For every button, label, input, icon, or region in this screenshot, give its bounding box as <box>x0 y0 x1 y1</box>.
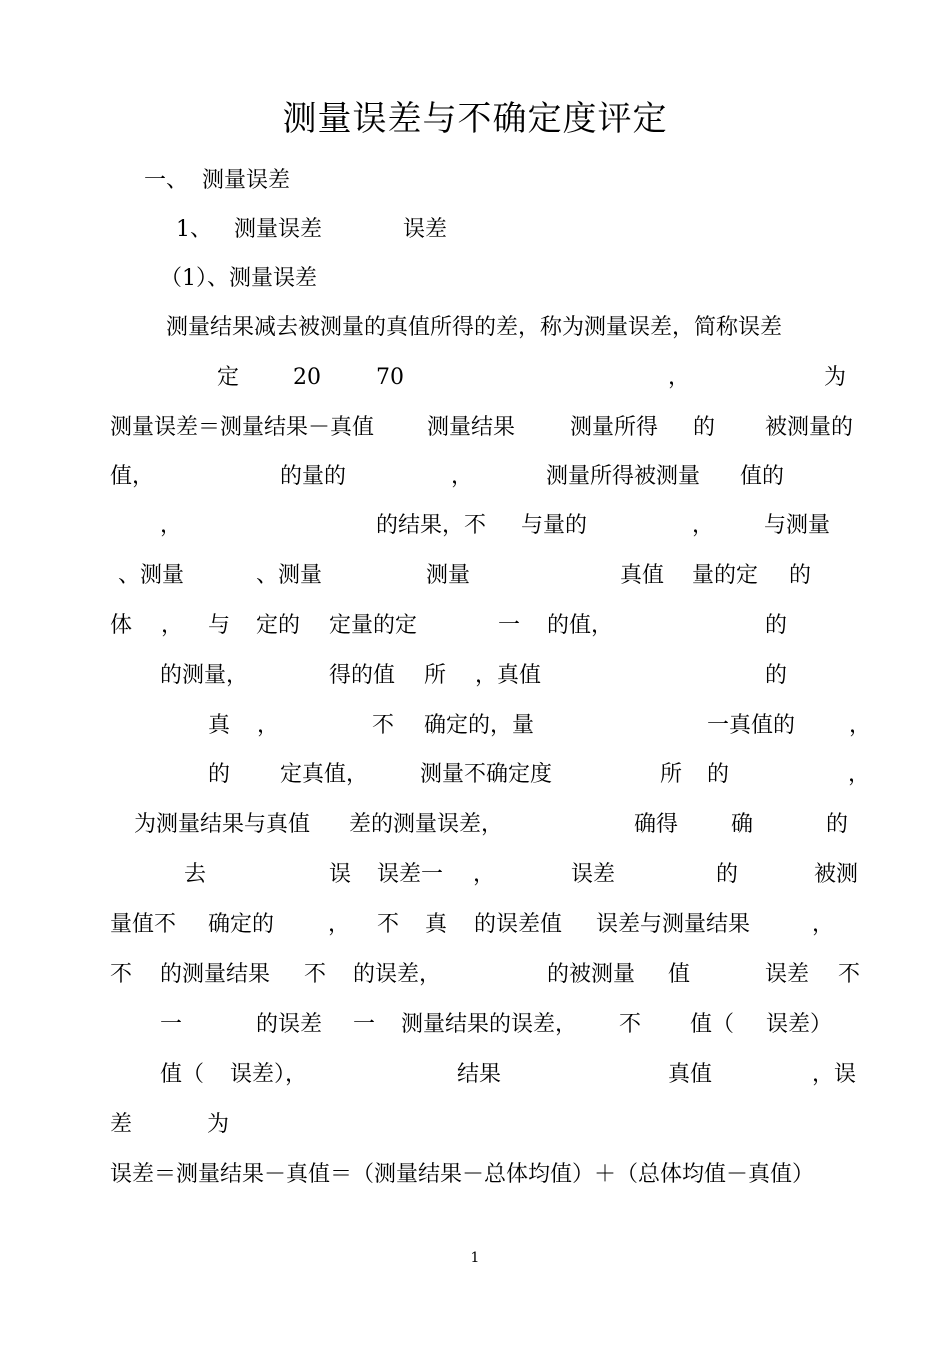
text-fragment: 差 <box>110 1112 133 1137</box>
text-fragment: 真 <box>208 713 231 738</box>
text-fragment: 的 <box>765 663 788 688</box>
text-fragment: 测量误差＝测量结果－真值 <box>110 415 375 440</box>
text-fragment: 测量误差 <box>202 168 291 193</box>
page-number: 1 <box>470 1250 480 1266</box>
text-fragment: ， <box>160 513 183 538</box>
text-line <box>0 310 950 346</box>
text-fragment: 一 <box>353 1012 376 1037</box>
text-fragment: 70 <box>376 365 404 390</box>
text-fragment: 为 <box>824 365 847 390</box>
text-fragment: ， <box>848 762 871 787</box>
text-fragment: 的 <box>789 563 812 588</box>
text-fragment: 不 <box>304 962 327 987</box>
text-fragment: 的量的 <box>280 464 347 489</box>
text-fragment: 的 <box>707 762 730 787</box>
text-fragment: 误差 <box>765 962 810 987</box>
text-line <box>0 957 950 993</box>
text-fragment: 1、 <box>176 217 212 242</box>
text-fragment: 量的定 <box>692 563 759 588</box>
text-line <box>0 1007 950 1043</box>
text-fragment: 一 <box>498 613 521 638</box>
text-fragment: 量值不 <box>110 912 177 937</box>
text-fragment: 真值 <box>620 563 665 588</box>
text-line <box>0 360 950 396</box>
text-fragment: 去 <box>184 862 207 887</box>
text-fragment: ， <box>812 912 835 937</box>
text-fragment: ， <box>451 464 474 489</box>
text-fragment: 为 <box>207 1112 230 1137</box>
text-fragment: 真 <box>425 912 448 937</box>
text-fragment: 测量所得被测量 <box>546 464 701 489</box>
text-line <box>0 459 950 495</box>
text-fragment: 误差 <box>403 217 448 242</box>
text-fragment: 误差）， <box>230 1062 308 1087</box>
text-fragment: ， <box>328 912 351 937</box>
text-fragment: 被测 <box>814 862 859 887</box>
text-fragment: 20 <box>293 365 321 390</box>
text-fragment: 的 <box>208 762 231 787</box>
text-fragment: 确 <box>731 812 754 837</box>
text-fragment: 测量结果减去被测量的真值所得的差，称为测量误差，简称误差 <box>166 315 783 340</box>
text-fragment: 不 <box>372 713 395 738</box>
text-line <box>0 163 950 199</box>
text-fragment: ， <box>473 862 496 887</box>
text-fragment: 的测量结果 <box>160 962 271 987</box>
text-fragment: ， <box>161 613 184 638</box>
text-fragment: ， <box>692 513 715 538</box>
text-fragment: 定真值， <box>280 762 369 787</box>
text-fragment: ， <box>257 713 280 738</box>
text-line <box>0 410 950 446</box>
text-fragment: 差的测量误差， <box>349 812 504 837</box>
text-line <box>0 1157 950 1193</box>
text-fragment: 值的 <box>740 464 785 489</box>
text-fragment: ，误 <box>812 1062 857 1087</box>
text-fragment: 的 <box>765 613 788 638</box>
text-fragment: 不 <box>838 962 861 987</box>
text-fragment: 一、 <box>144 168 189 193</box>
text-fragment: 所 <box>424 663 447 688</box>
text-fragment: 的 <box>716 862 739 887</box>
text-fragment: 误 <box>329 862 352 887</box>
text-fragment: 的误差 <box>256 1012 323 1037</box>
text-fragment: 的 <box>826 812 849 837</box>
text-fragment: ， <box>849 713 872 738</box>
text-fragment: 一真值的 <box>707 713 796 738</box>
text-fragment: ， <box>668 365 691 390</box>
text-fragment: 确得 <box>634 812 679 837</box>
text-fragment: 测量不确定度 <box>420 762 553 787</box>
text-line <box>0 658 950 694</box>
text-fragment: 值（ <box>690 1012 735 1037</box>
text-fragment: 与量的 <box>521 513 588 538</box>
text-fragment: 测量误差 <box>234 217 323 242</box>
text-fragment: 的 <box>693 415 716 440</box>
text-fragment: 与测量 <box>764 513 831 538</box>
document-title: 测量误差与不确定度评定 <box>282 99 668 139</box>
text-line <box>0 757 950 793</box>
text-fragment: 一 <box>160 1012 183 1037</box>
text-fragment: 测量 <box>426 563 471 588</box>
text-line <box>0 261 950 297</box>
text-line <box>0 1107 950 1143</box>
text-fragment: 的值， <box>547 613 614 638</box>
text-fragment: 体 <box>110 613 133 638</box>
text-fragment: 误差一 <box>377 862 444 887</box>
text-fragment: 确定的，量 <box>424 713 535 738</box>
text-fragment: 确定的 <box>208 912 275 937</box>
text-fragment: 的测量， <box>160 663 249 688</box>
text-fragment: 得的值 <box>329 663 396 688</box>
text-line <box>0 857 950 893</box>
text-fragment: 值 <box>668 962 691 987</box>
text-fragment: ，真值 <box>475 663 542 688</box>
text-line <box>0 907 950 943</box>
text-fragment: 结果 <box>457 1062 502 1087</box>
text-fragment: 不 <box>377 912 400 937</box>
text-line <box>0 608 950 644</box>
text-fragment: 所 <box>660 762 683 787</box>
text-fragment: 不 <box>619 1012 642 1037</box>
text-fragment: 的被测量 <box>547 962 636 987</box>
text-fragment: 误差 <box>571 862 616 887</box>
text-fragment: 被测量的 <box>765 415 854 440</box>
text-fragment: （1）、测量误差 <box>160 266 317 291</box>
text-fragment: 值（ <box>160 1062 205 1087</box>
text-fragment: 定 <box>217 365 240 390</box>
text-fragment: 误差与测量结果 <box>596 912 751 937</box>
text-fragment: 、测量 <box>118 563 185 588</box>
text-fragment: 测量结果 <box>427 415 516 440</box>
text-fragment: 与 <box>208 613 231 638</box>
text-fragment: 测量所得 <box>570 415 659 440</box>
text-fragment: 的误差值 <box>474 912 563 937</box>
text-line <box>0 558 950 594</box>
text-fragment: 的误差， <box>353 962 442 987</box>
text-fragment: 值， <box>110 464 155 489</box>
text-fragment: 定量的定 <box>329 613 418 638</box>
text-line <box>0 1057 950 1093</box>
text-line <box>0 212 950 248</box>
text-line <box>0 508 950 544</box>
text-fragment: 为测量结果与真值 <box>134 812 311 837</box>
text-fragment: 、测量 <box>256 563 323 588</box>
text-fragment: 误差＝测量结果－真值＝（测量结果－总体均值）＋（总体均值－真值） <box>110 1162 815 1187</box>
text-fragment: 真值 <box>668 1062 713 1087</box>
text-fragment: 不 <box>110 962 133 987</box>
text-line <box>0 807 950 843</box>
text-fragment: 定的 <box>256 613 301 638</box>
text-line <box>0 708 950 744</box>
text-fragment: 测量结果的误差， <box>401 1012 578 1037</box>
text-fragment: 的结果，不 <box>376 513 487 538</box>
text-fragment: 误差） <box>766 1012 833 1037</box>
